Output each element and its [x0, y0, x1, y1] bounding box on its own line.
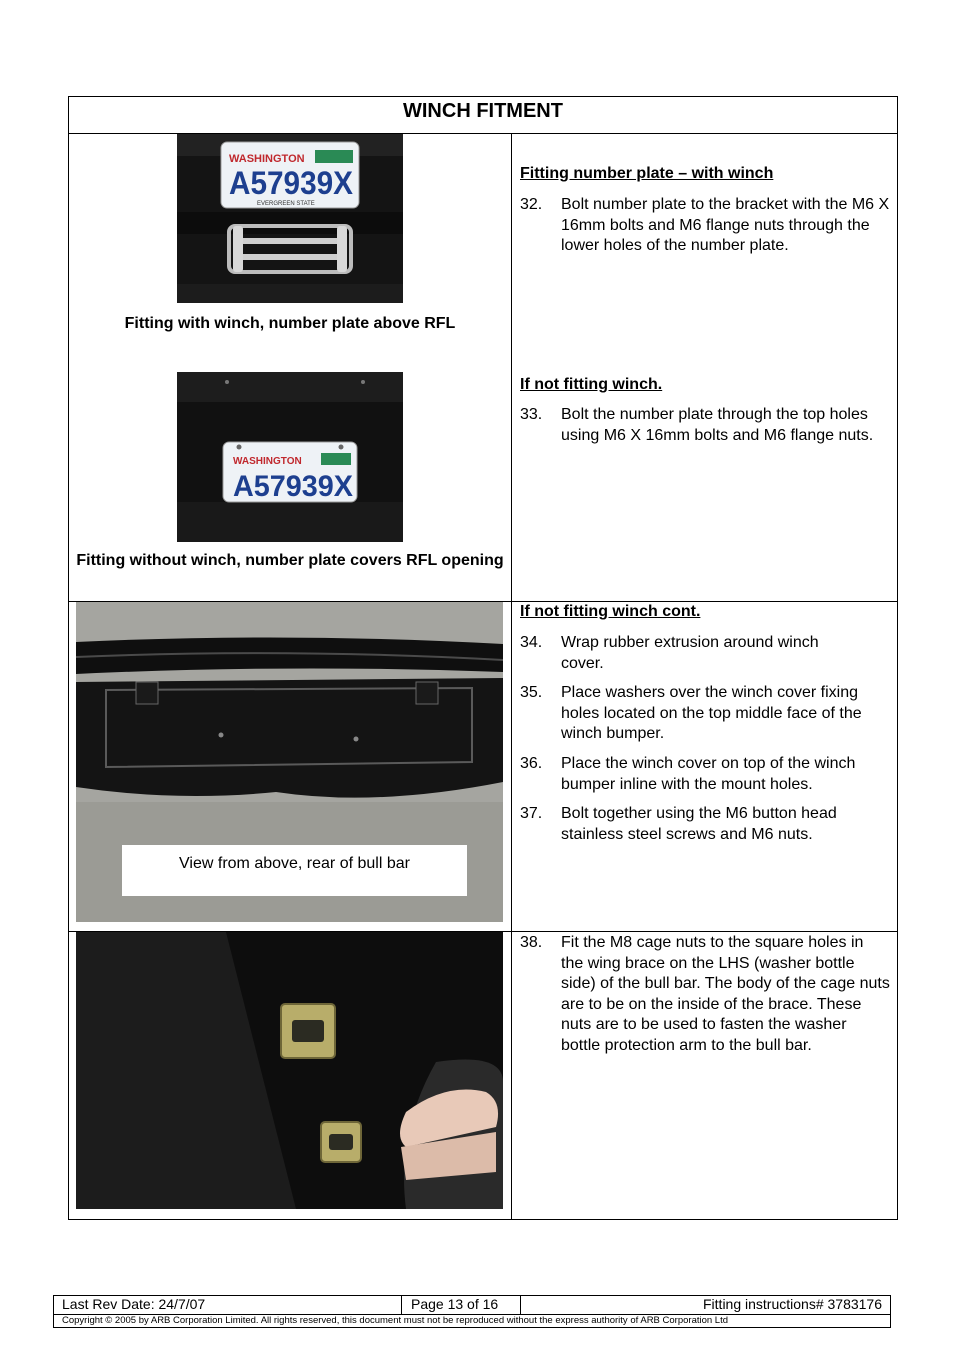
step-32: 32. Bolt number plate to the bracket with the M6 X 16mm bolts and M6 flange nuts through the lower holes of the number plate.: [520, 196, 890, 254]
photo-label: View from above, rear of bull bar: [122, 845, 467, 896]
section-heading: If not fitting winch cont.: [520, 603, 701, 620]
photo-cage-nuts: [76, 932, 503, 1209]
step-36: 36. Place the winch cover on top of the winch bumper inline with the mount holes.: [520, 755, 856, 793]
instructions-number: Fitting instructions# 3783176: [703, 1296, 882, 1312]
photo-with-winch: [177, 134, 403, 303]
last-rev-date: Last Rev Date: 24/7/07: [62, 1296, 206, 1312]
photo-caption: Fitting without winch, number plate covers RFL opening: [76, 552, 504, 569]
divider: [520, 1295, 521, 1314]
page-title: WINCH FITMENT: [403, 100, 563, 122]
plate-state: WASHINGTON: [229, 153, 305, 165]
plate-number: A57939X: [229, 165, 354, 201]
step-35: 35. Place washers over the winch cover fixing holes located on the top middle face of the winch bumper.: [520, 684, 862, 742]
copyright: Copyright © 2005 by ARB Corporation Limited. All rights reserved, this document must not be reproduced without the express authority of ARB Corporation Ltd: [62, 1315, 729, 1326]
step-37: 37. Bolt together using the M6 button head stainless steel screws and M6 nuts.: [520, 805, 837, 843]
page-footer: [53, 1295, 891, 1328]
step-38: 38. Fit the M8 cage nuts to the square holes in the wing brace on the LHS (washer bottle side) of the bull bar. The body of the cage nuts are to be on the inside of the brace. These nuts are to be used to fasten the washer bottle protection arm to the bull bar.: [520, 934, 890, 1054]
photo-caption: Fitting with winch, number plate above RFL: [124, 315, 456, 332]
step-33: 33. Bolt the number plate through the top holes using M6 X 16mm bolts and M6 flange nuts.: [520, 406, 874, 444]
plate-state: WASHINGTON: [233, 456, 302, 467]
section-heading: Fitting number plate – with winch: [520, 165, 774, 182]
photo-without-winch: [177, 372, 403, 542]
divider: [401, 1295, 402, 1314]
step-34: 34. Wrap rubber extrusion around winch cover.: [520, 634, 819, 672]
plate-number: A57939X: [233, 470, 353, 503]
section-heading: If not fitting winch.: [520, 376, 663, 393]
plate-tagline: EVERGREEN STATE: [257, 201, 315, 207]
divider: [511, 133, 512, 1220]
page-number: Page 13 of 16: [411, 1296, 499, 1312]
